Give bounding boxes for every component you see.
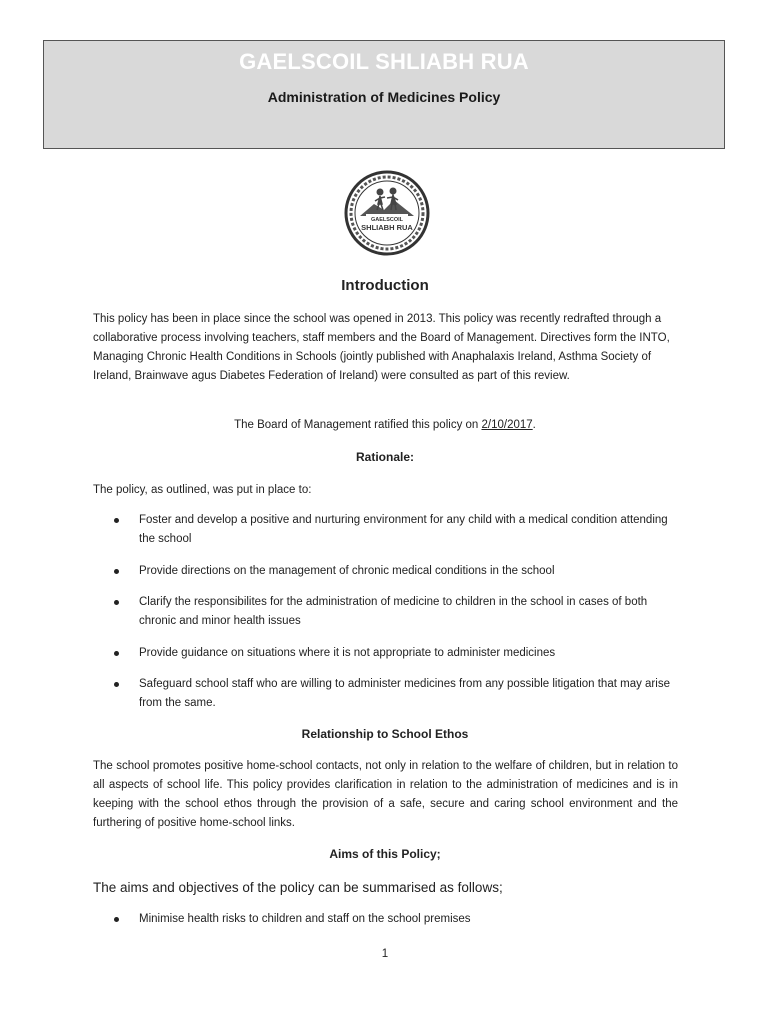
list-item bbox=[93, 675, 678, 713]
aims-intro: The aims and objectives of the policy can be summarised as follows; bbox=[93, 880, 503, 895]
bullet-icon bbox=[114, 651, 119, 656]
ethos-paragraph: The school promotes positive home-school contacts, not only in relation to the welfare of children, but in relation to all aspects of school life. This policy provides clarification in relation to the administration of medicines and is in keeping with the school ethos through the provision of a safe, secure and caring school environment and the furthering of positive home-school links. bbox=[93, 760, 678, 829]
bullet-icon bbox=[114, 682, 119, 687]
bullet-icon bbox=[114, 569, 119, 574]
ratified-line bbox=[0, 416, 770, 435]
list-item-text: Provide directions on the management of chronic medical conditions in the school bbox=[139, 565, 555, 577]
crest-line1: GAELSCOIL bbox=[370, 217, 404, 223]
ratified-suffix: . bbox=[532, 419, 536, 431]
list-item-text: Minimise health risks to children and staff on the school premises bbox=[139, 913, 471, 925]
list-item bbox=[93, 644, 678, 663]
bullet-icon bbox=[114, 600, 119, 605]
bullet-icon bbox=[114, 518, 119, 523]
list-item bbox=[93, 511, 678, 549]
introduction-heading: Introduction bbox=[341, 277, 429, 294]
list-item-text: Clarify the responsibilites for the administration of medicine to children in the school in cases of both chronic and minor health issues bbox=[139, 596, 648, 627]
header-box bbox=[43, 40, 725, 149]
bullet-icon bbox=[114, 917, 119, 922]
school-crest-icon bbox=[344, 170, 430, 256]
ratified-date: 2/10/2017 bbox=[481, 419, 533, 431]
rationale-heading: Rationale: bbox=[355, 450, 414, 464]
list-item bbox=[93, 593, 678, 631]
crest-line2: SHLIABH RUA bbox=[361, 223, 413, 232]
introduction-paragraph: This policy has been in place since the school was opened in 2013. This policy was recently redrafted through a collaborative process involving teachers, staff members and the Board of Management. Directives form the INTO, Managing Chronic Health Conditions in Schools (jointly published with Anaphalaxis Ireland, Asthma Society of Ireland, Brainwave agus Diabetes Federation of Ireland) were consulted as part of this review. bbox=[93, 313, 670, 382]
ethos-heading: Relationship to School Ethos bbox=[301, 727, 469, 741]
aims-heading: Aims of this Policy; bbox=[329, 847, 441, 861]
list-item-text: Safeguard school staff who are willing to administer medicines from any possible litigation that may arise from the same. bbox=[139, 678, 670, 709]
school-title: GAELSCOIL SHLIABH RUA bbox=[239, 49, 529, 74]
list-item-text: Provide guidance on situations where it is not appropriate to administer medicines bbox=[139, 647, 556, 659]
page-number: 1 bbox=[381, 948, 389, 960]
list-item-text: Foster and develop a positive and nurturing environment for any child with a medical condition attending the school bbox=[139, 514, 668, 545]
rationale-intro: The policy, as outlined, was put in place to: bbox=[93, 484, 312, 496]
list-item bbox=[93, 562, 678, 581]
list-item bbox=[93, 910, 678, 929]
ratified-prefix: The Board of Management ratified this policy on bbox=[234, 419, 482, 431]
policy-title: Administration of Medicines Policy bbox=[267, 89, 501, 105]
